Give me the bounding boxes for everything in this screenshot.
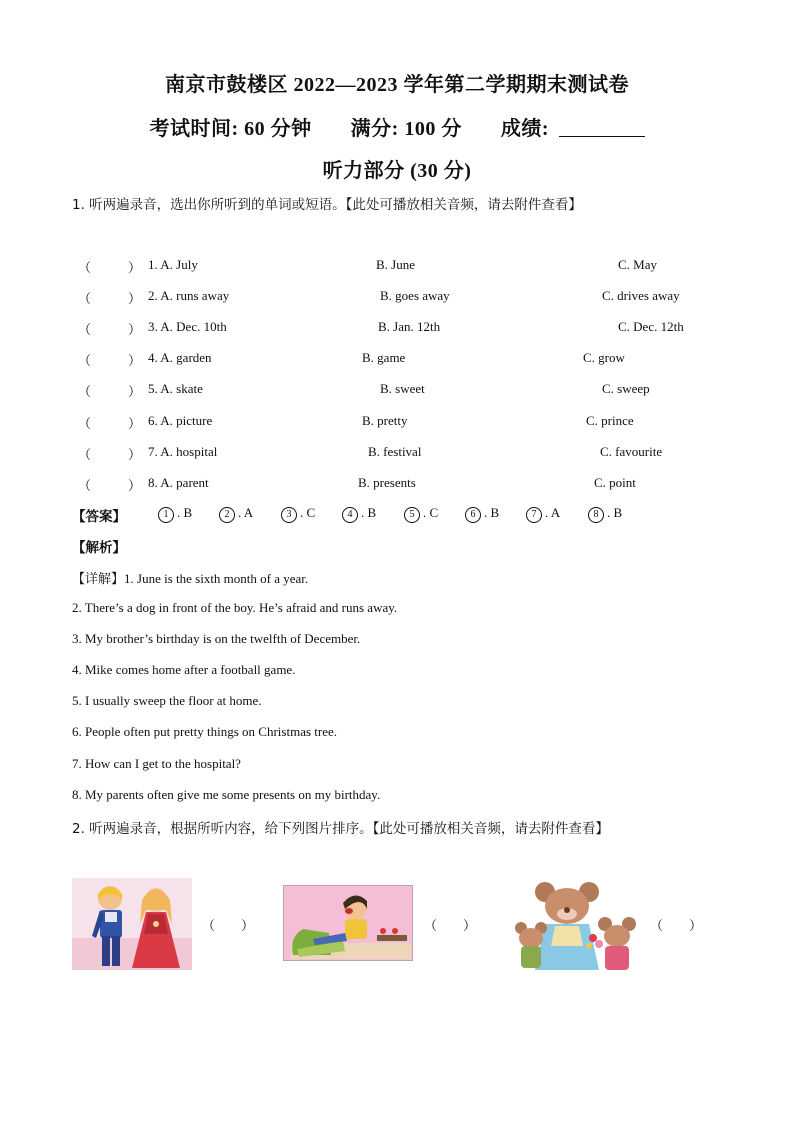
option-a[interactable]: 2. A. runs away bbox=[148, 288, 230, 303]
detail-line: 4. Mike comes home after a football game. bbox=[72, 662, 296, 677]
answer-item: 6 . B bbox=[465, 505, 499, 523]
q1-row: （ ） 2. A. runs away B. goes away C. drives away bbox=[78, 288, 680, 306]
q1-row: （ ） 1. A. July B. June C. May bbox=[78, 257, 657, 275]
answer-paren[interactable]: （ ） bbox=[424, 918, 477, 933]
detail-tag: 【详解】 bbox=[72, 572, 125, 587]
answer-paren[interactable]: （ ） bbox=[202, 918, 255, 933]
section-title: 听力部分 (30 分) bbox=[322, 160, 472, 182]
option-b[interactable]: B. Jan. 12th bbox=[378, 319, 441, 334]
option-b[interactable]: B. June bbox=[376, 257, 415, 272]
option-c[interactable]: C. May bbox=[618, 257, 657, 272]
score-blank[interactable] bbox=[559, 116, 645, 137]
option-c[interactable]: C. drives away bbox=[602, 288, 680, 303]
option-b[interactable]: B. festival bbox=[368, 444, 422, 459]
q1-row: （ ） 4. A. garden B. game C. grow bbox=[78, 350, 625, 368]
option-c[interactable]: C. prince bbox=[586, 413, 634, 428]
picture-prince-princess bbox=[72, 878, 192, 970]
option-b[interactable]: B. game bbox=[362, 350, 406, 365]
option-b[interactable]: B. goes away bbox=[380, 288, 450, 303]
answer-item: 2 . A bbox=[219, 505, 253, 523]
detail-line: 【详解】1. June is the sixth month of a year. bbox=[72, 571, 309, 587]
detail-line: 3. My brother’s birthday is on the twelfth of December. bbox=[72, 631, 361, 646]
analysis-label: 【解析】 bbox=[72, 540, 126, 556]
exam-score-label: 成绩: bbox=[500, 118, 549, 140]
detail-line: 6. People often put pretty things on Christmas tree. bbox=[72, 724, 338, 739]
answer-label: 【答案】 bbox=[72, 509, 126, 525]
answer-item: 4 . B bbox=[342, 505, 376, 523]
exam-full-score: 满分: 100 分 bbox=[350, 118, 462, 140]
option-c[interactable]: C. Dec. 12th bbox=[618, 319, 684, 334]
option-a[interactable]: 8. A. parent bbox=[148, 475, 209, 490]
q1-row: （ ） 6. A. picture B. pretty C. prince bbox=[78, 413, 634, 431]
detail-line: 5. I usually sweep the floor at home. bbox=[72, 693, 262, 708]
picture-mice-family bbox=[507, 880, 639, 972]
option-c[interactable]: C. grow bbox=[583, 350, 625, 365]
answer-item: 8 . B bbox=[588, 505, 622, 523]
exam-info-line bbox=[0, 112, 794, 141]
q1-prompt: 1. 听两遍录音，选出你所听到的单词或短语。【此处可播放相关音频，请去附件查看】 bbox=[72, 197, 582, 213]
picture-girl-laughing bbox=[283, 885, 413, 961]
option-a[interactable]: 6. A. picture bbox=[148, 413, 213, 428]
option-a[interactable]: 7. A. hospital bbox=[148, 444, 218, 459]
option-c[interactable]: C. sweep bbox=[602, 381, 650, 396]
option-a[interactable]: 5. A. skate bbox=[148, 381, 203, 396]
exam-time: 考试时间: 60 分钟 bbox=[149, 118, 312, 140]
detail-line: 7. How can I get to the hospital? bbox=[72, 756, 241, 771]
option-b[interactable]: B. pretty bbox=[362, 413, 408, 428]
q1-row: （ ） 7. A. hospital B. festival C. favourite bbox=[78, 444, 663, 462]
q1-row: （ ） 8. A. parent B. presents C. point bbox=[78, 475, 636, 493]
detail-line: 8. My parents often give me some presents on my birthday. bbox=[72, 787, 381, 802]
option-a[interactable]: 3. A. Dec. 10th bbox=[148, 319, 227, 334]
answer-item: 1 . B bbox=[158, 505, 192, 523]
answer-paren[interactable]: （ ） bbox=[650, 918, 703, 933]
option-a[interactable]: 4. A. garden bbox=[148, 350, 212, 365]
answer-item: 3 . C bbox=[281, 505, 315, 523]
option-c[interactable]: C. favourite bbox=[600, 444, 663, 459]
option-a[interactable]: 1. A. July bbox=[148, 257, 198, 272]
q1-row: （ ） 3. A. Dec. 10th B. Jan. 12th C. Dec. 12th bbox=[78, 319, 684, 337]
exam-title: 南京市鼓楼区 2022—2023 学年第二学期期末测试卷 bbox=[165, 74, 629, 96]
q2-prompt: 2. 听两遍录音，根据所听内容，给下列图片排序。【此处可播放相关音频，请去附件查看】 bbox=[72, 821, 609, 837]
answer-item: 7 . A bbox=[526, 505, 560, 523]
answer-item: 5 . C bbox=[404, 505, 438, 523]
detail-line: 2. There’s a dog in front of the boy. He’s afraid and runs away. bbox=[72, 600, 398, 615]
option-b[interactable]: B. sweet bbox=[380, 381, 425, 396]
option-c[interactable]: C. point bbox=[594, 475, 636, 490]
q1-row: （ ） 5. A. skate B. sweet C. sweep bbox=[78, 381, 650, 399]
option-b[interactable]: B. presents bbox=[358, 475, 416, 490]
